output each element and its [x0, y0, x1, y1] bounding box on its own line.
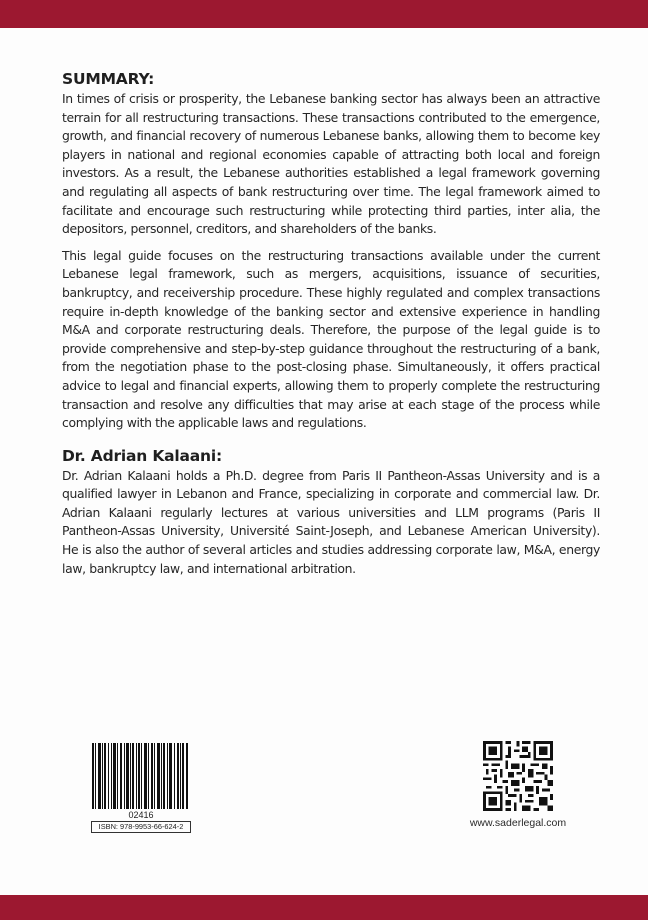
back-cover-content [62, 70, 600, 578]
top-color-band [0, 0, 648, 28]
qr-block [462, 741, 574, 829]
summary-paragraph-2: This legal guide focuses on the restructuring transactions available under the current Lebanese legal framework, such as mergers, acquisitions, issuance of securities, bankruptcy, and receivership procedure. These highly regulated and complex transactions require in-depth knowledge of the banking sector and extensive experience in handling M&A and corporate restructuring deals. Therefore, the purpose of the legal guide is to provide comprehensive and step-by-step guidance throughout the restructuring of a bank, from the negotiation phase to the post-closing phase. Simultaneously, it offers practical advice to legal and financial experts, allowing them to properly complete the restructuring transaction and resolve any difficulties that may arise at each stage of the process while complying with the applicable laws and regulations. [62, 247, 600, 431]
qr-code-icon [483, 741, 553, 811]
barcode-icon [91, 743, 189, 809]
author-heading: Dr. Adrian Kalaani: [62, 446, 222, 465]
summary-paragraph-1: In times of crisis or prosperity, the Lebanese banking sector has always been an attractive terrain for all restructuring transactions. These transactions contributed to the emergence, growth, and financial recovery of numerous Lebanese banks, allowing them to become key players in national and regional economies capable of attracting both local and foreign investors. As a result, the Lebanese authorities established a legal framework governing and regulating all aspects of bank restructuring over time. The legal framework aimed to facilitate and encourage such restructuring while protecting third parties, inter alia, the depositors, personnel, creditors, and shareholders of the banks. [62, 91, 600, 237]
author-bio: Dr. Adrian Kalaani holds a Ph.D. degree from Paris II Pantheon-Assas University and is a qualified lawyer in Lebanon and France, specializing in corporate and commercial law. Dr. Adrian Kalaani regularly lectures at various universities and LLM programs (Paris II Pantheon-Assas University, Université Saint-Joseph, and Lebanese American University). He is also the author of several articles and studies addressing corporate law, M&A, energy law, bankruptcy law, and international arbitration. [62, 467, 600, 576]
barcode-block [91, 743, 191, 833]
barcode-number: 02416 [128, 810, 154, 820]
isbn-label: ISBN: 978-9953-66-624-2 [91, 821, 191, 833]
summary-heading: SUMMARY: [62, 70, 155, 88]
bottom-color-band [0, 895, 648, 920]
website-url[interactable]: www.saderlegal.com [469, 817, 567, 829]
